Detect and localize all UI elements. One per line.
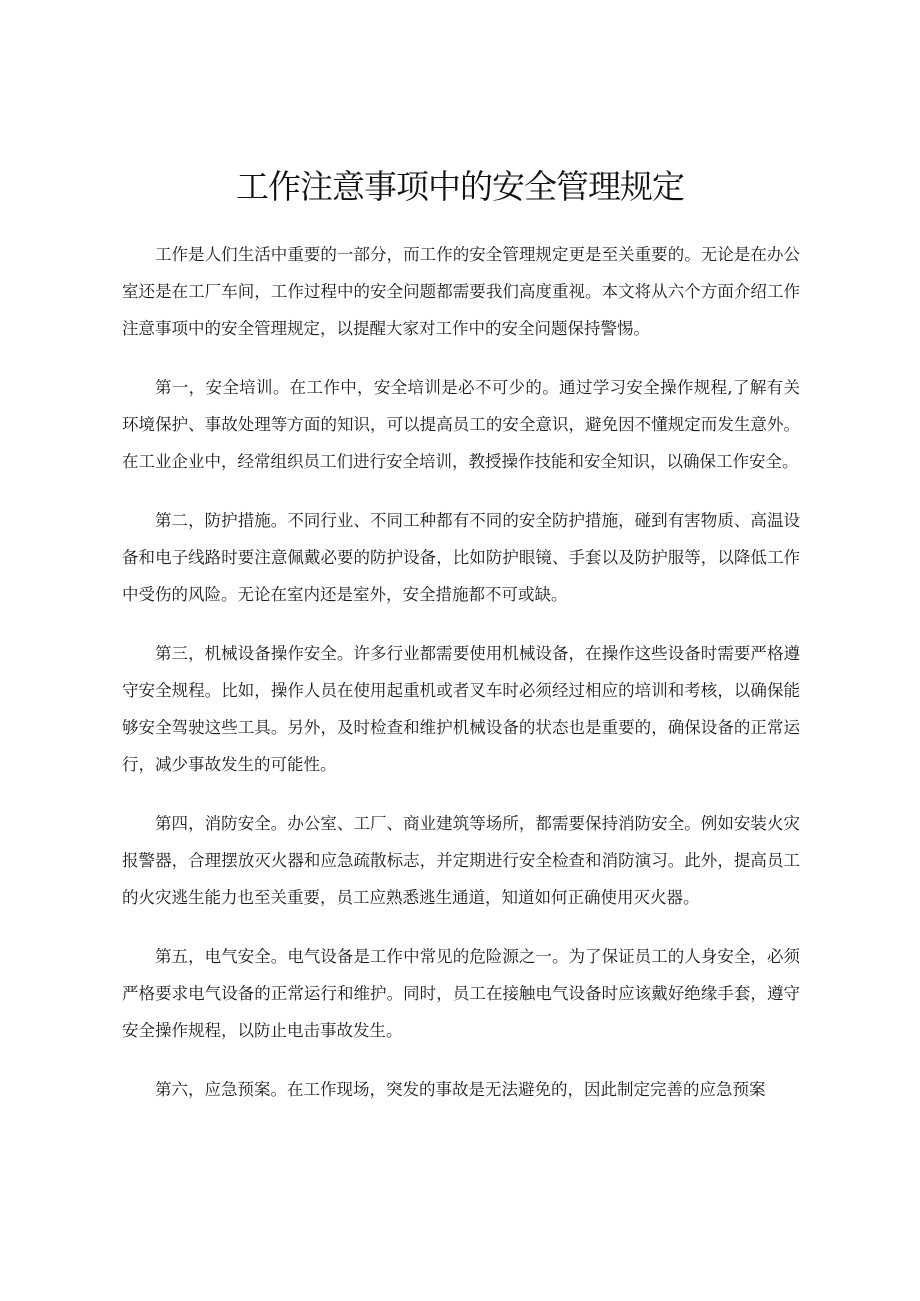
- document-body: [122, 236, 800, 1130]
- paragraph-intro: 工作是人们生活中重要的一部分，而工作的安全管理规定更是至关重要的。无论是在办公室还是在工厂车间，工作过程中的安全问题都需要我们高度重视。本文将从六个方面介绍工作注意事项中的安全管理规定，以提醒大家对工作中的安全问题保持警惕。: [122, 245, 800, 338]
- paragraph-protective-measures: 第二，防护措施。不同行业、不同工种都有不同的安全防护措施，碰到有害物质、高温设备和电子线路时要注意佩戴必要的防护设备，比如防护眼镜、手套以及防护服等，以降低工作中受伤的风险。无论在室内还是室外，安全措施都不可或缺。: [122, 511, 800, 604]
- paragraph-machinery-safety: 第三，机械设备操作安全。许多行业都需要使用机械设备，在操作这些设备时需要严格遵守安全规程。比如，操作人员在使用起重机或者叉车时必须经过相应的培训和考核，以确保能够安全驾驶这些工具。另外，及时检查和维护机械设备的状态也是重要的，确保设备的正常运行，减少事故发生的可能性。: [122, 644, 800, 774]
- paragraph-safety-training: 第一，安全培训。在工作中，安全培训是必不可少的。通过学习安全操作规程,了解有关环境保护、事故处理等方面的知识，可以提高员工的安全意识，避免因不懂规定而发生意外。在工业企业中，经常组织员工们进行安全培训，教授操作技能和安全知识，以确保工作安全。: [122, 378, 800, 471]
- paragraph-emergency-plan: 第六，应急预案。在工作现场，突发的事故是无法避免的，因此制定完善的应急预案: [155, 1080, 766, 1099]
- paragraph-fire-safety: 第四，消防安全。办公室、工厂、商业建筑等场所，都需要保持消防安全。例如安装火灾报警器，合理摆放灭火器和应急疏散标志，并定期进行安全检查和消防演习。此外，提高员工的火灾逃生能力也至关重要，员工应熟悉逃生通道，知道如何正确使用灭火器。: [122, 814, 800, 907]
- paragraph-electrical-safety: 第五，电气安全。电气设备是工作中常见的危险源之一。为了保证员工的人身安全，必须严格要求电气设备的正常运行和维护。同时，员工在接触电气设备时应该戴好绝缘手套，遵守安全操作规程，以防止电击事故发生。: [122, 947, 800, 1040]
- document-title: 工作注意事项中的安全管理规定: [236, 167, 684, 206]
